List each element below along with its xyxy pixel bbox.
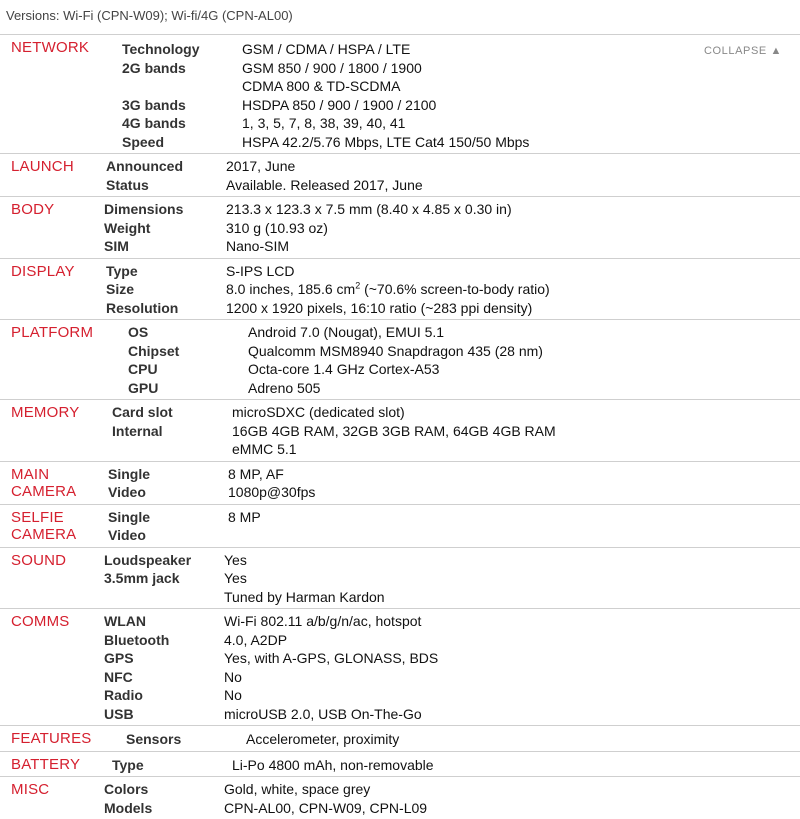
- section-title: [11, 466, 76, 500]
- spec-label: Resolution: [106, 299, 179, 316]
- spec-row: [0, 730, 800, 749]
- spec-value: [224, 551, 247, 570]
- spec-label: Models: [104, 799, 153, 816]
- spec-label: Technology: [122, 41, 200, 57]
- spec-label: GPU: [128, 379, 159, 396]
- spec-label: Weight: [104, 219, 151, 236]
- spec-value-text: Accelerometer, proximity: [246, 731, 400, 747]
- spec-value: [242, 40, 410, 59]
- section-title: [11, 39, 89, 56]
- spec-value: [224, 612, 421, 631]
- section-title: [11, 158, 74, 175]
- spec-row: [0, 440, 800, 459]
- spec-value-text: Wi-Fi 802.11 a/b/g/n/ac, hotspot: [224, 613, 422, 629]
- spec-value: [242, 114, 405, 133]
- spec-row: [0, 237, 800, 256]
- spec-value-text: 2017, June: [226, 158, 296, 174]
- spec-row: [0, 649, 800, 668]
- section-title-line: CAMERA: [11, 482, 77, 500]
- section-launch: [0, 153, 800, 196]
- spec-row: [0, 299, 800, 318]
- section-memory: [0, 399, 800, 461]
- spec-value: [226, 262, 294, 281]
- spec-row: [0, 96, 800, 115]
- spec-label: WLAN: [104, 613, 146, 629]
- spec-value-text: Android 7.0 (Nougat), EMUI 5.1: [248, 324, 445, 340]
- spec-row: [0, 59, 800, 78]
- spec-value-text: Adreno 505: [248, 379, 321, 396]
- spec-label: Status: [106, 176, 149, 193]
- spec-value-text: Yes, with A-GPS, GLONASS, BDS: [224, 650, 439, 666]
- spec-value: [224, 780, 370, 799]
- spec-row: [0, 77, 800, 96]
- spec-label: [112, 440, 232, 459]
- spec-value-text: CDMA 800 & TD-SCDMA: [242, 78, 401, 94]
- spec-value-text: microUSB 2.0, USB On-The-Go: [224, 705, 422, 722]
- section-title-line: SELFIE: [11, 508, 64, 526]
- spec-label: Speed: [122, 133, 165, 150]
- spec-value-text: HSDPA 850 / 900 / 1900 / 2100: [242, 96, 437, 113]
- spec-value-text: 310 g (10.93 oz): [226, 219, 328, 236]
- spec-label: Colors: [104, 781, 149, 797]
- spec-label: Video: [108, 527, 146, 543]
- spec-row: [0, 526, 800, 545]
- spec-label: Dimensions: [104, 201, 184, 217]
- spec-value: [248, 360, 439, 379]
- section-title: [11, 324, 93, 341]
- spec-row: [0, 631, 800, 650]
- spec-value: [232, 756, 434, 775]
- section-network: [0, 34, 800, 153]
- spec-value-text: Nano-SIM: [226, 238, 290, 254]
- spec-value-text: eMMC 5.1: [232, 441, 297, 457]
- spec-row: [0, 200, 800, 219]
- section-title-line: COMMS: [11, 613, 70, 630]
- spec-value-text: 1200 x 1920 pixels, 16:10 ratio (~283 ppi density): [226, 299, 533, 316]
- spec-label: Internal: [112, 422, 163, 439]
- section-title: [11, 781, 49, 798]
- spec-value-text: 4.0, A2DP: [224, 631, 288, 648]
- section-title: [11, 756, 80, 773]
- collapse-button[interactable]: COLLAPSE ▲: [703, 45, 782, 57]
- spec-label: 2G bands: [122, 59, 186, 76]
- spec-value-text: No: [224, 687, 242, 703]
- spec-value: [226, 157, 295, 176]
- spec-value-text: microSDXC (dedicated slot): [232, 404, 405, 420]
- spec-label: GPS: [104, 650, 134, 666]
- section-title: [11, 730, 92, 747]
- spec-label: Card slot: [112, 404, 173, 420]
- spec-label: Size: [106, 281, 135, 297]
- spec-label: SIM: [104, 238, 129, 254]
- spec-value: [248, 323, 444, 342]
- spec-row: [0, 342, 800, 361]
- spec-value-text: 8 MP: [228, 508, 261, 525]
- spec-row: [0, 403, 800, 422]
- section-title: [11, 613, 70, 630]
- spec-value-text: Qualcomm MSM8940 Snapdragon 435 (28 nm): [248, 342, 543, 359]
- section-platform: [0, 319, 800, 399]
- spec-value: [226, 200, 512, 219]
- section-title-line: CAMERA: [11, 525, 77, 543]
- spec-label: OS: [128, 324, 149, 340]
- section-features: [0, 725, 800, 751]
- spec-row: [0, 323, 800, 342]
- section-title: [11, 509, 76, 543]
- spec-value: [224, 705, 422, 724]
- section-battery: [0, 751, 800, 777]
- spec-value-text: No: [224, 668, 242, 685]
- spec-row: [0, 176, 800, 195]
- section-title: [11, 263, 75, 280]
- spec-row: [0, 588, 800, 607]
- section-title-line: MEMORY: [11, 404, 80, 421]
- spec-value: [242, 133, 529, 152]
- spec-row: [0, 686, 800, 705]
- spec-value: [248, 379, 320, 398]
- spec-value-text: HSPA 42.2/5.76 Mbps, LTE Cat4 150/50 Mbps: [242, 133, 530, 150]
- spec-label: Announced: [106, 158, 183, 174]
- spec-label: Video: [108, 484, 146, 500]
- spec-row: [0, 219, 800, 238]
- spec-label: 3.5mm jack: [104, 570, 180, 586]
- section-title: [11, 404, 79, 421]
- spec-value-text: 1080p@30fps: [228, 484, 316, 500]
- spec-row: [0, 114, 800, 133]
- section-title-line: MISC: [11, 781, 50, 798]
- spec-value-text: (~70.6% screen-to-body ratio): [360, 281, 550, 297]
- spec-label: Single: [108, 508, 151, 525]
- spec-value-text: Yes: [224, 551, 247, 568]
- spec-row: [0, 483, 800, 502]
- spec-row: [0, 422, 800, 441]
- spec-label: 3G bands: [122, 96, 186, 113]
- spec-label: NFC: [104, 668, 133, 685]
- spec-row: [0, 756, 800, 775]
- spec-value-text: CPN-AL00, CPN-W09, CPN-L09: [224, 799, 428, 816]
- spec-value: [226, 280, 550, 299]
- spec-value-text: Tuned by Harman Kardon: [224, 588, 385, 605]
- section-main-camera: [0, 461, 800, 504]
- spec-label: USB: [104, 705, 134, 722]
- spec-label: Bluetooth: [104, 631, 170, 648]
- spec-label: [104, 588, 224, 607]
- spec-value-text: Li-Po 4800 mAh, non-removable: [232, 756, 434, 773]
- spec-value: [232, 422, 556, 441]
- spec-value: [232, 440, 297, 459]
- spec-row: [0, 705, 800, 724]
- spec-row: [0, 157, 800, 176]
- spec-row: [0, 551, 800, 570]
- section-title-line: DISPLAY: [11, 262, 75, 280]
- spec-value: [228, 508, 261, 527]
- spec-row: [0, 262, 800, 281]
- spec-row: [0, 799, 800, 818]
- spec-value-text: Available. Released 2017, June: [226, 176, 423, 193]
- section-title-line: PLATFORM: [11, 324, 94, 341]
- spec-label: CPU: [128, 361, 158, 377]
- spec-value-text: GSM / CDMA / HSPA / LTE: [242, 41, 411, 57]
- spec-row: [0, 280, 800, 299]
- spec-value: [248, 342, 543, 361]
- spec-label: Loudspeaker: [104, 551, 192, 568]
- spec-value: [224, 631, 287, 650]
- spec-value-text: Gold, white, space grey: [224, 781, 371, 797]
- spec-value-text: 213.3 x 123.3 x 7.5 mm (8.40 x 4.85 x 0.30 in): [226, 201, 512, 217]
- spec-row: [0, 465, 800, 484]
- spec-value: [226, 176, 423, 195]
- spec-value: [224, 686, 242, 705]
- spec-value: [224, 649, 438, 668]
- spec-value: [224, 799, 427, 818]
- spec-label: Single: [108, 465, 151, 482]
- spec-value-text: 8 MP, AF: [228, 465, 284, 482]
- section-title-line: MAIN: [11, 465, 50, 483]
- spec-value-text: Yes: [224, 570, 247, 586]
- spec-row: [0, 668, 800, 687]
- spec-row: [0, 379, 800, 398]
- spec-row: [0, 360, 800, 379]
- superscript: 2: [355, 280, 361, 291]
- spec-value-text: 8.0 inches, 185.6 cm: [226, 281, 356, 297]
- spec-row: [0, 569, 800, 588]
- spec-value: [232, 403, 405, 422]
- section-body: [0, 196, 800, 258]
- spec-value: [224, 588, 385, 607]
- spec-value-text: 16GB 4GB RAM, 32GB 3GB RAM, 64GB 4GB RAM: [232, 422, 556, 439]
- spec-value: [228, 465, 284, 484]
- spec-value: [226, 299, 532, 318]
- section-title: [11, 552, 66, 569]
- spec-table: [0, 34, 800, 819]
- spec-row: [0, 780, 800, 799]
- spec-value-text: S-IPS LCD: [226, 262, 295, 279]
- section-comms: [0, 608, 800, 725]
- spec-label: Radio: [104, 687, 143, 703]
- spec-label: Type: [112, 756, 144, 773]
- section-title-line: BODY: [11, 201, 55, 218]
- section-sound: [0, 547, 800, 609]
- spec-value: [242, 77, 400, 96]
- spec-value: [226, 219, 328, 238]
- spec-value: [226, 237, 289, 256]
- versions-line: Versions: Wi-Fi (CPN-W09); Wi-fi/4G (CPN-AL00): [6, 8, 293, 23]
- section-title-line: LAUNCH: [11, 158, 74, 175]
- spec-value: [228, 483, 315, 502]
- spec-value-text: Octa-core 1.4 GHz Cortex-A53: [248, 361, 440, 377]
- spec-value-text: GSM 850 / 900 / 1800 / 1900: [242, 59, 422, 76]
- spec-value-text: 1, 3, 5, 7, 8, 38, 39, 40, 41: [242, 115, 406, 131]
- spec-label: Sensors: [126, 731, 182, 747]
- section-title-line: SOUND: [11, 551, 67, 569]
- section-title-line: BATTERY: [11, 755, 81, 773]
- section-title-line: NETWORK: [11, 39, 90, 56]
- spec-label: Type: [106, 262, 138, 279]
- spec-label: 4G bands: [122, 115, 186, 131]
- spec-row: [0, 612, 800, 631]
- spec-label: Chipset: [128, 342, 180, 359]
- spec-value: [242, 96, 436, 115]
- spec-value: [224, 668, 242, 687]
- spec-row: [0, 133, 800, 152]
- spec-label: [122, 77, 242, 96]
- spec-value: [246, 730, 399, 749]
- spec-value: [242, 59, 422, 78]
- section-title: [11, 201, 54, 218]
- section-misc: [0, 776, 800, 819]
- section-display: [0, 258, 800, 320]
- spec-row: [0, 508, 800, 527]
- spec-row: [0, 40, 800, 59]
- spec-value: [224, 569, 247, 588]
- section-title-line: FEATURES: [11, 730, 92, 747]
- section-selfie-camera: [0, 504, 800, 547]
